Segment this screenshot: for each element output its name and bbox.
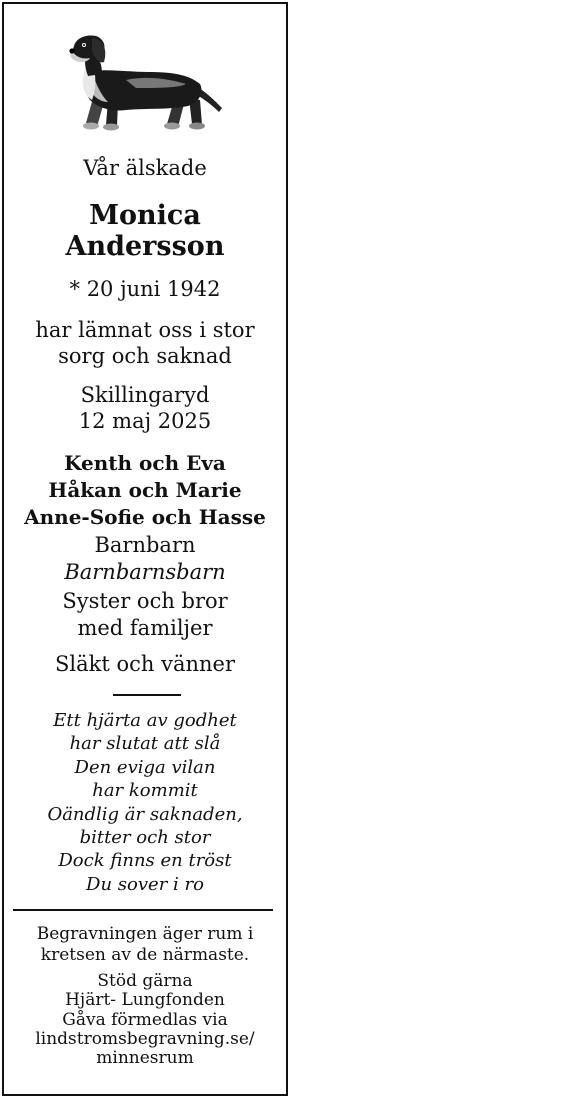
- dachshund-icon: [66, 28, 226, 136]
- poem-line: Oändlig är saknaden,: [47, 803, 243, 825]
- grandchildren: Barnbarn: [94, 533, 196, 557]
- donation-line: Gåva förmedlas via: [62, 1009, 228, 1030]
- burial-info: [4, 924, 286, 966]
- donation-link: minnesrum: [96, 1048, 194, 1069]
- poem-line: Du sover i ro: [86, 873, 204, 895]
- first-name: Monica: [89, 200, 201, 231]
- death-date: 12 maj 2025: [78, 409, 212, 433]
- message-line: sorg och saknad: [58, 344, 232, 368]
- poem-line: Den eviga vilan: [74, 756, 216, 778]
- divider: [113, 694, 181, 696]
- poem: [4, 709, 286, 896]
- great-grandchildren: Barnbarnsbarn: [64, 560, 226, 584]
- donation-line: Hjärt- Lungfonden: [65, 990, 225, 1011]
- donation-link: lindstromsbegravning.se/: [35, 1028, 255, 1049]
- place: Skillingaryd: [80, 383, 210, 407]
- intro-text: Vår älskade: [83, 156, 207, 180]
- message-line: har lämnat oss i stor: [35, 318, 255, 342]
- relatives: Släkt och vänner: [55, 652, 235, 676]
- birth-date: * 20 juni 1942: [69, 277, 221, 301]
- siblings-line: Syster och bror: [62, 589, 228, 613]
- poem-line: Dock finns en tröst: [58, 850, 232, 872]
- donation-info: [4, 972, 286, 1068]
- deceased-name: [4, 200, 286, 262]
- siblings-line: med familjer: [77, 616, 213, 640]
- divider: [13, 909, 273, 911]
- passing-message: [4, 317, 286, 369]
- close-family: [4, 450, 286, 531]
- burial-line: kretsen av de närmaste.: [40, 945, 250, 965]
- burial-line: Begravningen äger rum i: [36, 924, 254, 944]
- poem-line: har slutat att slå: [69, 733, 221, 755]
- family-member: Kenth och Eva: [64, 451, 226, 475]
- donation-line: Stöd gärna: [97, 971, 193, 991]
- family-member: Anne-Sofie och Hasse: [24, 505, 266, 529]
- obituary-notice: [2, 2, 288, 1096]
- place-and-date: [4, 382, 286, 434]
- poem-line: har kommit: [92, 780, 198, 802]
- poem-line: Ett hjärta av godhet: [53, 710, 237, 731]
- last-name: Andersson: [65, 231, 225, 262]
- family-member: Håkan och Marie: [48, 478, 242, 502]
- poem-line: bitter och stor: [79, 827, 211, 849]
